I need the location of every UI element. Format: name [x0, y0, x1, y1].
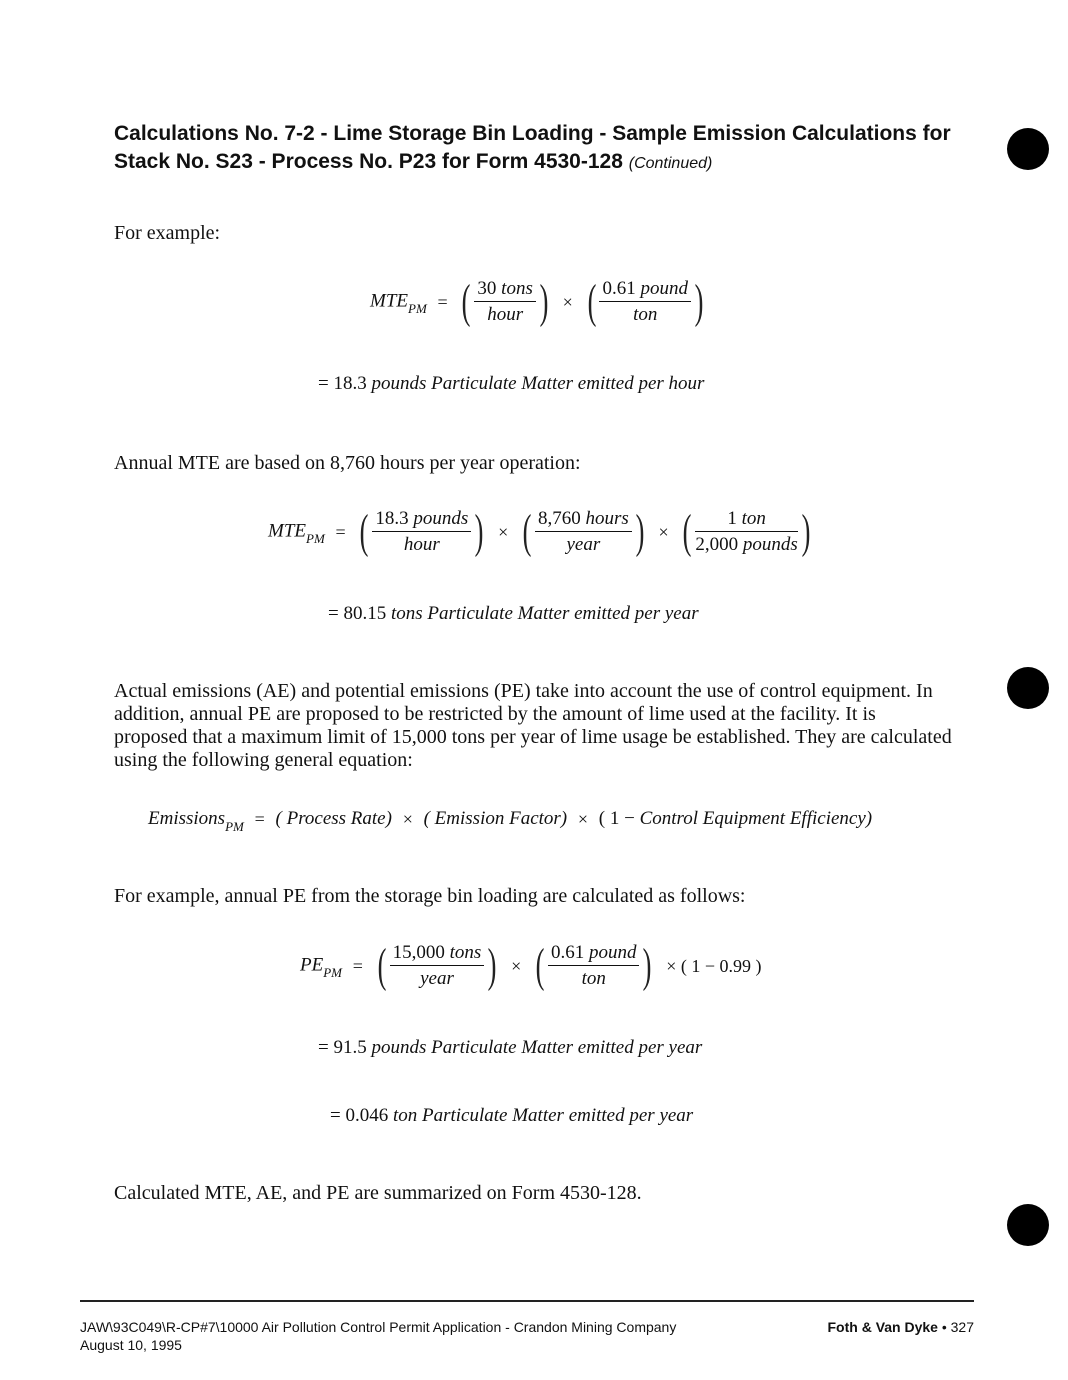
footer-company: Foth & Van Dyke: [827, 1319, 938, 1335]
equation-mte-hourly: $MTE_{PM}$ = ( $\frac{\text{30 tons}}{\text{hour}}$ ) × ( $\frac{\text{0.61 pound}}{\text{ton}}$ ): [370, 275, 704, 328]
eq3-tail: × ( 1 − 0.99 ): [666, 955, 762, 976]
eq2-equals: =: [335, 521, 346, 542]
eq1-fraction-2: $\frac{\text{0.61 pound}}{\text{ton}}$: [599, 278, 691, 326]
title-main: Calculations No. 7-2 - Lime Storage Bin Loading - Sample Emission Calculations for Stack No. S23 - Process No. P23 for Form 4530-128: [114, 122, 951, 173]
eq2-fraction-1: $\frac{\text{18.3 pounds}}{\text{hour}}$: [372, 508, 471, 556]
eq3-fraction-2: $\frac{\text{0.61 pound}}{\text{ton}}$: [548, 942, 640, 990]
eq1-lhs: MTE: [370, 290, 408, 312]
eq3-result-pounds: = 91.5 pounds Particulate Matter emitted per year: [318, 1037, 703, 1058]
eq1-times: ×: [562, 291, 573, 312]
title-continued: (Continued): [628, 155, 713, 172]
footer-right: [790, 1318, 974, 1336]
paragraph-control-equipment: Actual emissions (AE) and potential emissions (PE) take into account the use of control equipment. In addition, annual PE are proposed to be restricted by the amount of lime used at the facility. It is proposed that a maximum limit of 15,000 tons per year of lime usage be established. They are calculated using the following general equation:: [114, 680, 952, 771]
page-title: [114, 120, 994, 178]
general-emissions-equation: Emissions$_{PM}$ = ( Process Rate) × ( Emission Factor) × ( 1 − Control Equipment Efficiency): [148, 808, 873, 834]
eq2-lhs: MTE: [268, 520, 306, 542]
equation-mte-annual: $MTE_{PM}$ = ( $\frac{\text{18.3 pounds}}{\text{hour}}$ ) × ( $\frac{\text{8,760 hours}}{\text{year}}$ ) × ( $\frac{\text{1 ton}}{\text{2,000 pounds}}$ ): [268, 505, 811, 558]
punch-hole-bottom: [1007, 1204, 1049, 1246]
footer-path: JAW\93C049\R-CP#7\10000 Air Pollution Control Permit Application - Crandon Mining Company: [80, 1319, 677, 1335]
closing-text: Calculated MTE, AE, and PE are summarized on Form 4530-128.: [114, 1182, 642, 1204]
eq2-fraction-2: $\frac{\text{8,760 hours}}{\text{year}}$: [535, 508, 632, 556]
punch-hole-top: [1007, 128, 1049, 170]
eq2-result: = 80.15 tons Particulate Matter emitted per year: [328, 603, 699, 624]
eq3-fraction-1: $\frac{\text{15,000 tons}}{\text{year}}$: [390, 942, 485, 990]
eq2-times-2: ×: [658, 521, 669, 542]
eq3-equals: =: [352, 955, 363, 976]
equation-pe-annual: $PE_{PM}$ = ( $\frac{\text{15,000 tons}}{\text{year}}$ ) × ( $\frac{\text{0.61 pound}}{\text{ton}}$ ) × ( 1 − 0.99 ): [300, 939, 762, 992]
eq3-lhs-sub: PM: [323, 965, 342, 981]
footer-rule: [80, 1300, 974, 1302]
intro-text-2: Annual MTE are based on 8,760 hours per year operation:: [114, 452, 581, 474]
page-number: 327: [950, 1319, 974, 1335]
footer-left: [80, 1318, 676, 1354]
punch-hole-middle: [1007, 667, 1049, 709]
intro-text-4: For example, annual PE from the storage bin loading are calculated as follows:: [114, 885, 746, 907]
eq3-lhs: PE: [300, 954, 324, 976]
eq3-times: ×: [511, 955, 522, 976]
eq1-lhs-sub: PM: [408, 301, 427, 317]
eq3-result-tons: = 0.046 ton Particulate Matter emitted per year: [330, 1105, 694, 1126]
eq1-fraction-1: $\frac{\text{30 tons}}{\text{hour}}$: [474, 278, 535, 326]
eq2-lhs-sub: PM: [306, 531, 325, 547]
footer-date: August 10, 1995: [80, 1337, 182, 1353]
eq1-equals: =: [437, 291, 448, 312]
eq1-result: = 18.3 pounds Particulate Matter emitted per hour: [318, 373, 705, 394]
footer-bullet: •: [941, 1319, 947, 1335]
eq2-fraction-3: $\frac{\text{1 ton}}{\text{2,000 pounds}}$: [695, 508, 798, 555]
intro-text-1: For example:: [114, 222, 221, 244]
eq2-times-1: ×: [498, 521, 509, 542]
